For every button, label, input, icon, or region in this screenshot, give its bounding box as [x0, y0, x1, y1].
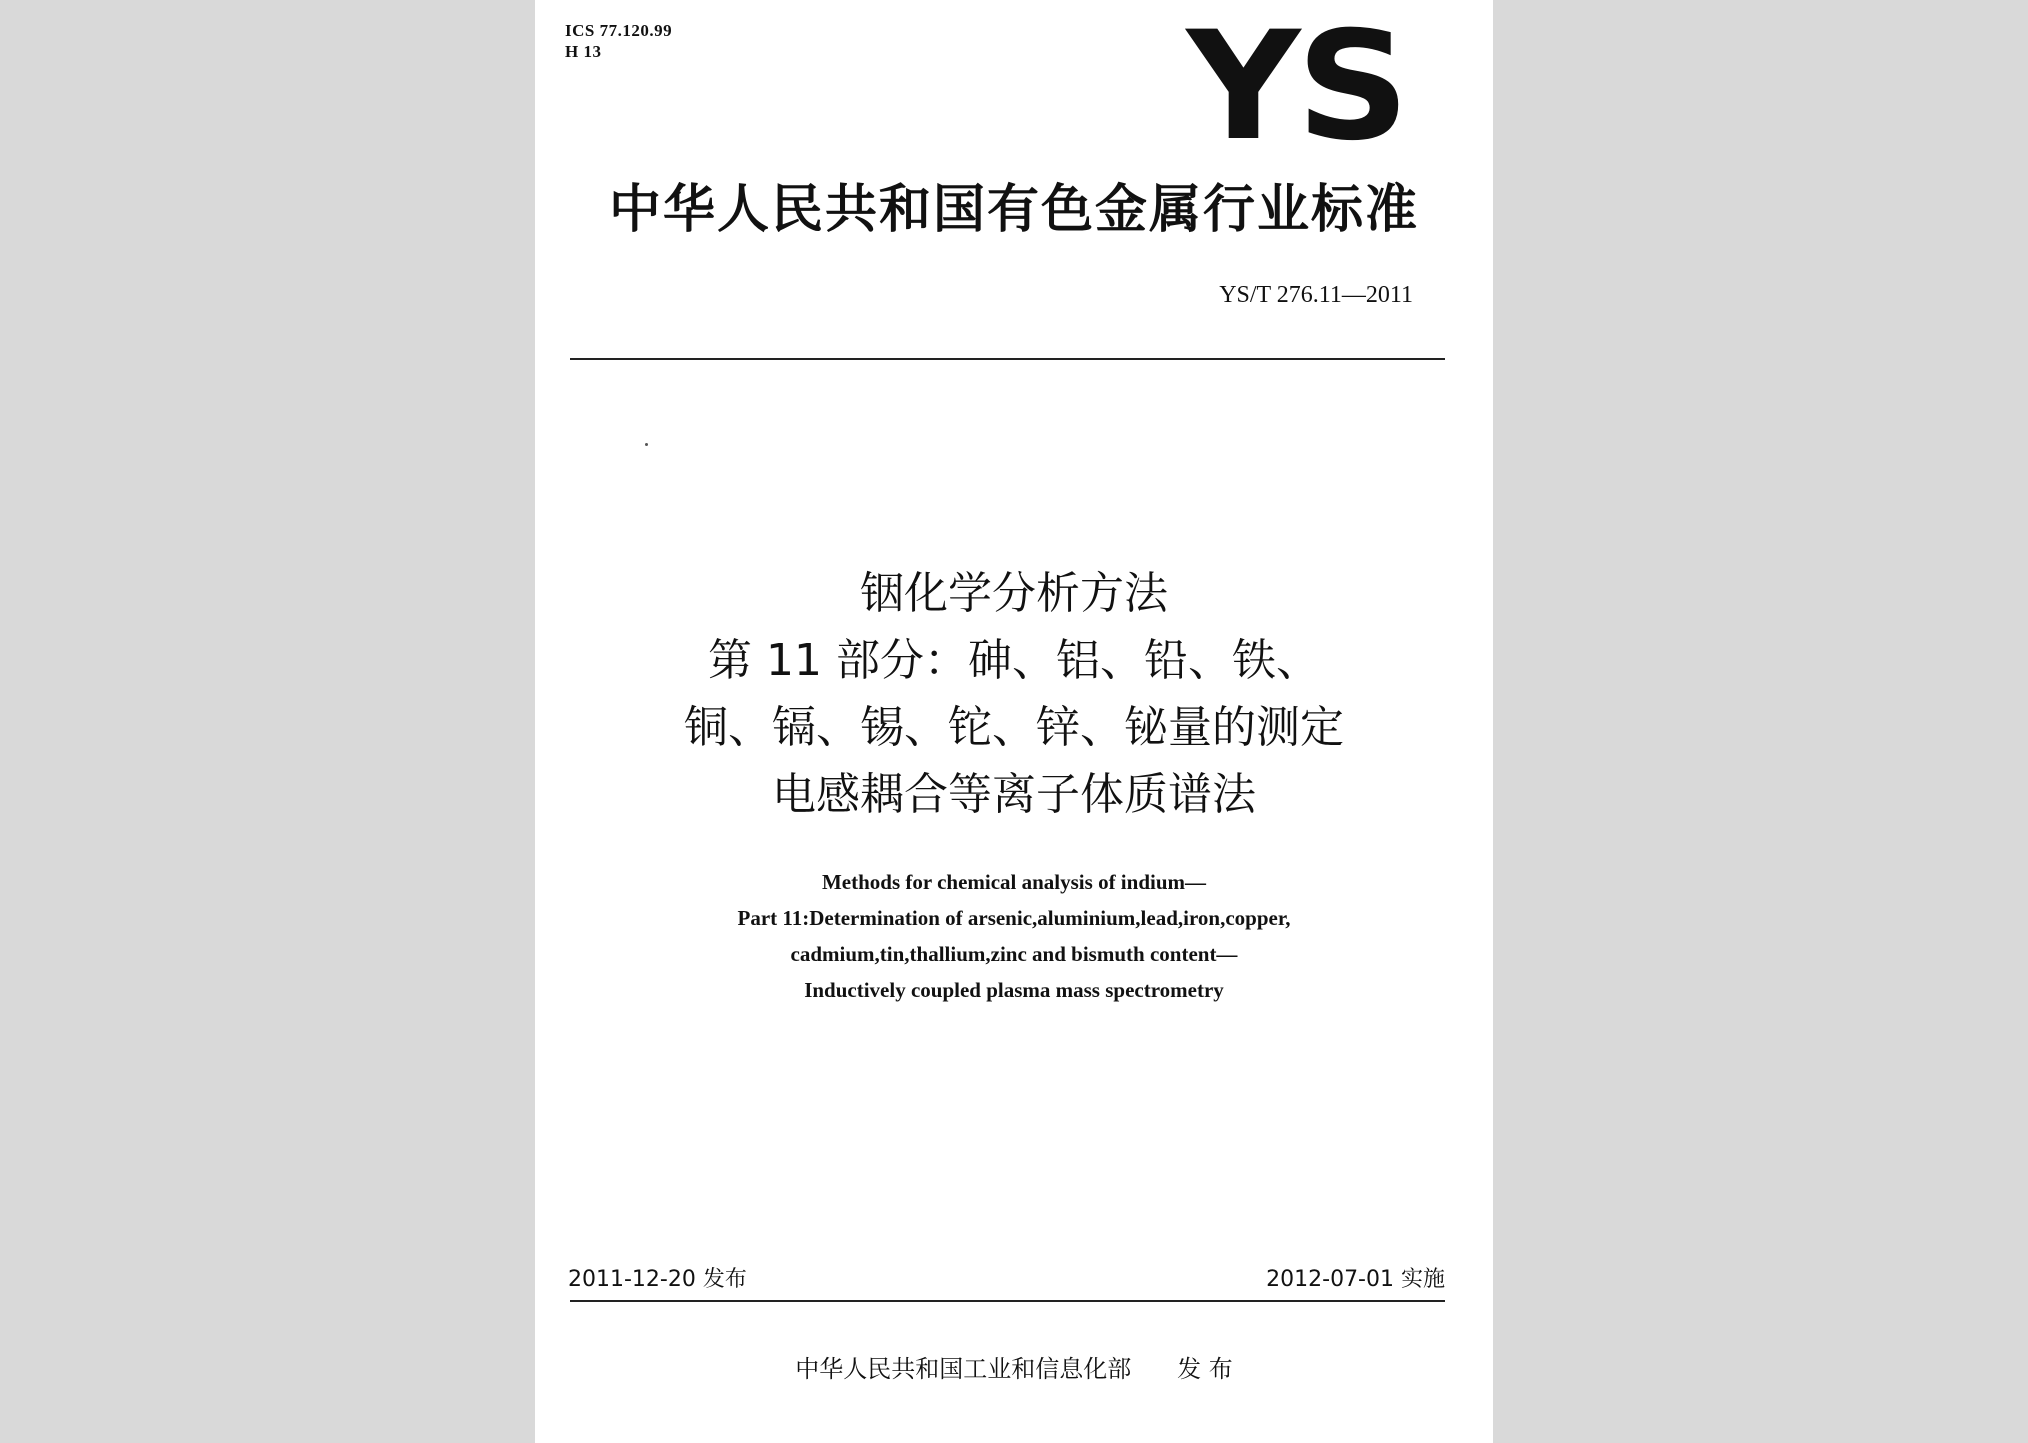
- chinese-title-line: 铜、镉、锡、铊、锌、铋量的测定: [684, 702, 1344, 753]
- ys-logo: YS: [1186, 0, 1406, 174]
- chinese-title-line: 铟化学分析方法: [860, 568, 1168, 619]
- standard-number: YS/T 276.11—2011: [1219, 282, 1413, 308]
- english-title-line: Methods for chemical analysis of indium—: [821, 870, 1207, 894]
- chinese-title-line: 电感耦合等离子体质谱法: [772, 769, 1256, 820]
- english-title: [535, 864, 1493, 1008]
- implementation-date: 2012-07-01 实施: [1266, 1267, 1445, 1292]
- document-page: [535, 0, 1493, 1443]
- chinese-title: [535, 560, 1493, 828]
- english-title-line: Inductively coupled plasma mass spectrometry: [804, 978, 1224, 1002]
- ics-code: ICS 77.120.99: [565, 21, 673, 40]
- english-title-line: cadmium,tin,thallium,zinc and bismuth content—: [790, 942, 1238, 966]
- chinese-title-line: 第 11 部分：砷、铝、铅、铁、: [708, 635, 1320, 686]
- classification-codes: [565, 20, 672, 62]
- scan-speck: [645, 443, 648, 446]
- top-divider: [570, 358, 1445, 360]
- ccs-code: H 13: [565, 42, 602, 61]
- english-title-line: Part 11:Determination of arsenic,aluminium,lead,iron,copper,: [737, 906, 1291, 930]
- bottom-divider: [570, 1300, 1445, 1302]
- issue-date: 2011-12-20 发布: [568, 1267, 747, 1292]
- publisher: 中华人民共和国工业和信息化部 发 布: [795, 1355, 1233, 1383]
- org-title: 中华人民共和国有色金属行业标准: [608, 180, 1419, 240]
